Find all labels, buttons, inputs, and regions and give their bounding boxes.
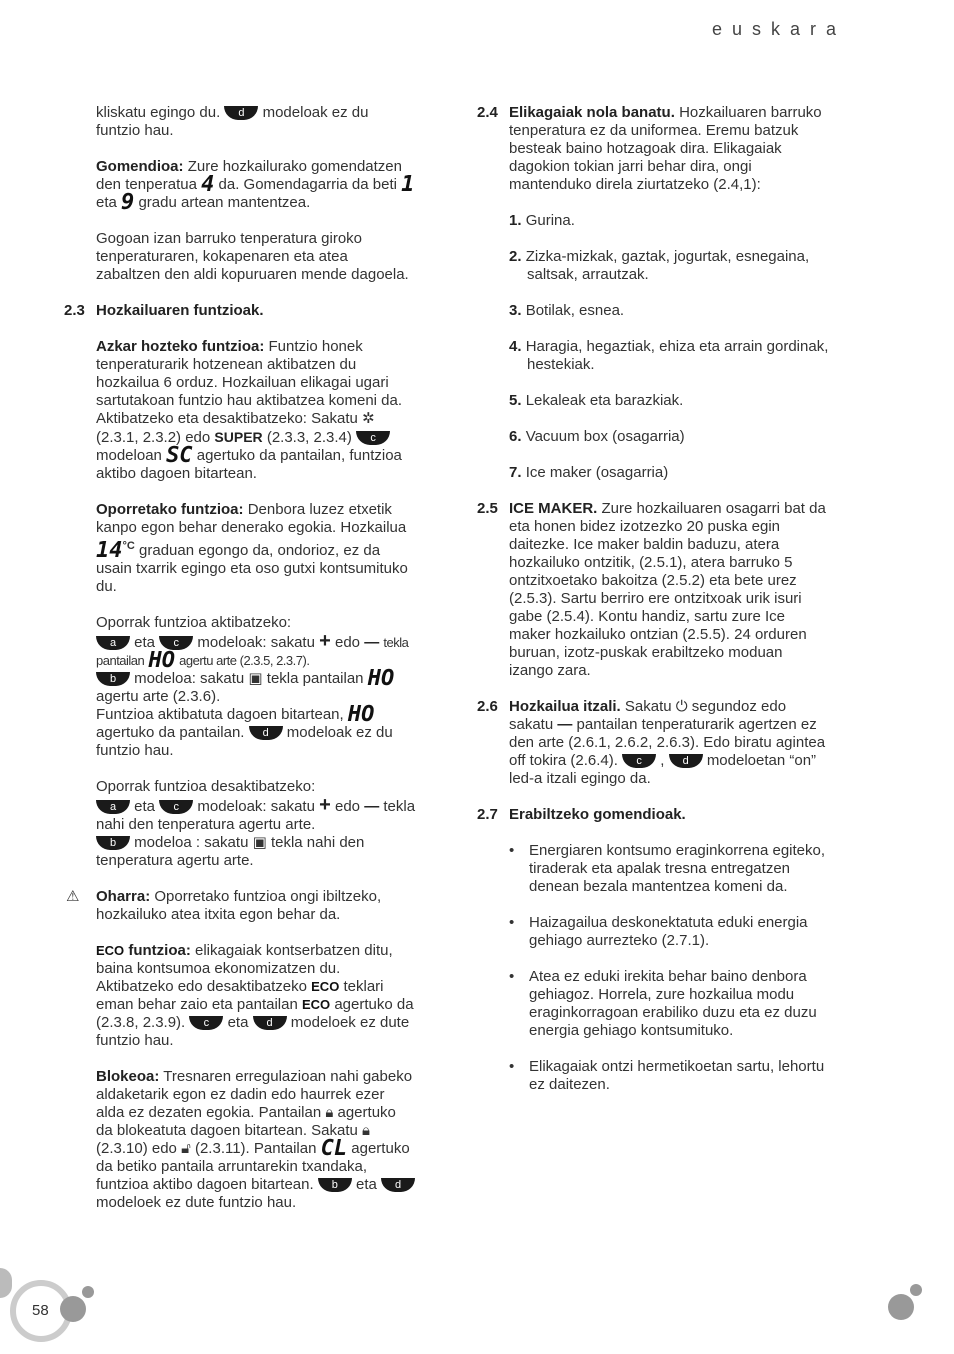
power-icon: ⏻ [675,698,688,715]
note-oharra: ⚠ Oharra: Oporretako funtzioa ongi ibiltzeko, hozkailuko atea itxita egon behar da. [66,888,382,924]
display-ho: HO [148,648,175,674]
display-cl: CL [320,1136,348,1162]
model-badge-c: c [356,431,390,445]
paragraph-aktibatzeko: Oporrak funtzioa aktibatzeko: a eta c modeloak: sakatu + edo — tekla pantailan HO agertu arte (2.3.5, 2.3.7). b modeloa: sakatu ▣ tekla pantailan HO agertu arte (2.3.6). Funtzioa aktibatuta dagoen bitartean, HO agertuko da pantailan. d modeloak ez du funtzio hau. [96,614,409,760]
model-badge-b: b [318,1178,352,1192]
list-item: 4. Haragia, hegaztiak, ehiza eta arrain gordinak, hestekiak. [509,338,829,373]
storage-list [509,212,829,482]
model-badge-a: a [96,800,130,814]
padlock-outline-icon: 🔓︎ [181,1140,191,1158]
display-ho: HO [347,702,375,728]
list-item: 6. Vacuum box (osagarria) [509,428,685,445]
warning-icon: ⚠ [66,888,80,906]
model-badge-c: c [622,754,656,768]
paragraph-eco: ECO funtzioa: elikagaiak kontserbatzen ditu, baina kontsumoa ekonomizatzen du. Aktibatzeko edo desaktibatzeko ECO teklari eman behar zaio eta pantailan ECO agertuko da (2.3.8, 2.3.9). c eta d modeloek ez dute funtzio hau. [96,942,414,1050]
left-column [64,104,416,1230]
decor-dot [910,1284,922,1296]
plus-icon: + [319,630,331,653]
section-2-6: 2.6 Hozkailua itzali. Sakatu ⏻ segundoz edo sakatu — pantailan tenperaturarik agertzen ez den arte (2.6.1, 2.6.2, 2.6.3). Edo biratu agintea off tokira (2.6.4). c , d modeloetan “on” led-a itzali egingo da. [477,698,826,787]
list-item: 1. Gurina. [509,212,575,229]
model-badge-d: d [381,1178,415,1192]
model-badge-d: d [224,106,258,120]
paragraph-desaktibatzeko: Oporrak funtzioa desaktibatzeko: a eta c modeloak: sakatu + edo — tekla nahi den tenperatura agertu arte. b modeloa : sakatu ▣ tekla nahi den tenperatura agertu arte. [96,778,416,870]
list-item: • Energiaren kontsumo eraginkorrena egiteko, tiraderak eta apalak tresna entregatzen denean bezala mantentzea komeni da. [509,842,829,896]
decor-dot [60,1296,86,1322]
lock-icon: 🔒︎ [362,1122,371,1140]
minus-icon: — [364,798,380,816]
section-title: Hozkailuaren funtzioak. [96,302,264,320]
plus-icon: + [319,794,331,817]
model-badge-c: c [159,800,193,814]
model-badge-c: c [189,1016,223,1030]
display-digit: 1 [401,172,415,198]
suitcase-icon: ▣ [248,670,263,688]
paragraph-gomendioa: Gomendioa: Zure hozkailurako gomendatzen den tenperatua 4 da. Gomendagarria da beti 1 eta 9 gradu artean mantentzea. [96,158,415,216]
paragraph-intro: kliskatu egingo du. d modeloak ez du funtzio hau. [96,104,369,139]
decor-dot [82,1286,94,1298]
section-2-5: 2.5 ICE MAKER. Zure hozkailuaren osagarri bat da eta honen bidez izotzezko 20 puska egin daitezke. Ice maker baldin baduzu, atera hozkailuko ontzitik, (2.5.1), atera barruko 5 ontzitxoetako bakoitza (2.5.2) eta bete urez (2.5.3). Sartu berriro ere ontzitxoak urik isuri gabe (2.5.4). Kontu handiz, sartu zure Ice maker hozkailuko ontzian (2.5.5). 24 orduren buruan, izotz-puskak erabiltzeko moduan izango zara. [477,500,826,679]
minus-icon: — [364,634,380,652]
section-2-4: 2.4 Elikagaiak nola banatu. Hozkailuaren barruko tenperatura ez da uniformea. Eremu batzuk besteak baino hotzagoak dira. Elikagaiak dagokion tokian jarri behar dira, ongi mantenduko direla ziurtatzeko (2.4,1): 1. Gurina. 2. Zizka-mizkak, gaztak, jogurtak, esnegaina, saltsak, arrautzak. 3. Botilak, esnea. 4. Haragia, hegaztiak, ehiza eta arrain gordinak, hestekiak. 5. Lekaleak eta barazkiak. 6. Vacuum box (osagarria) 7. Ice maker (osagarria) [477,104,829,481]
model-badge-d: d [253,1016,287,1030]
list-item: 2. Zizka-mizkak, gaztak, jogurtak, esnegaina, saltsak, arrautzak. [509,248,810,283]
list-item: 3. Botilak, esnea. [509,302,625,319]
minus-icon: — [557,716,573,733]
suitcase-icon: ▣ [252,834,267,852]
model-badge-d: d [669,754,703,768]
paragraph-blokeoa: Blokeoa: Tresnaren erregulazioan nahi gabeko aldaketarik egon ez dadin edo haurrek ezer alda ez dezaten egokia. Pantailan 🔒︎ agertuko da blokeatuta dagoen bitartean. Sakatu 🔒︎ (2.3.10) edo 🔓︎ (2.3.11). Pantailan CL agertuko da betiko pantaila arruntarekin txandaka, funtzioa aktibo dagoen bitartean. b eta d modeloek ez dute funtzio hau. [96,1068,416,1212]
eco-label: ECO [96,943,125,959]
section-2-3 [64,302,416,1212]
display-sc: SC [166,443,193,469]
page-number: 58 [32,1302,49,1319]
list-item: • Haizagailua deskonektatuta eduki energia gehiago aurrezteko (2.7.1). [509,914,829,950]
snowflake-icon: ✲ [362,410,375,428]
section-number: 2.3 [64,302,85,320]
section-2-7: 2.7 Erabiltzeko gomendioak. • Energiaren kontsumo eraginkorrena egiteko, tiraderak eta apalak tresna entregatzen denean bezala mantentzea komeni da. • Haizagailua deskonektatuta eduki energia gehiago aurrezteko (2.7.1). • Atea ez eduki irekita behar baino denbora gehiagoz. Horrela, zure hozkailua modu eraginkorragoan erabiliko duzu eta ez duzu energia gehiago kontsumituko. • Elikagaiak ontzi hermetikoetan sartu, lehortu ez daitezen. [509,806,829,1094]
list-item: 5. Lekaleak eta barazkiak. [509,392,684,409]
model-badge-d: d [249,726,283,740]
paragraph-oporretako: Oporretako funtzioa: Denbora luzez etxetik kanpo egon behar denerako egokia. Hozkailua $14^{^\circ C}$ graduan egongo da, ondorioz, ez da usain txarrik egingo eta oso gutxi kontsumituko du. [96,501,408,596]
super-label: SUPER [214,429,263,446]
list-item: • Atea ez eduki irekita behar baino denbora gehiagoz. Horrela, zure hozkailua modu eraginkorragoan erabiliko duzu eta ez duzu energia gehiago kontsumituko. [509,968,829,1040]
decor-dot [888,1294,914,1320]
display-ho: HO [367,666,395,692]
decor-dot [0,1268,12,1298]
lock-icon: 🔒︎ [325,1104,334,1122]
display-digit: 4 [201,172,215,198]
model-badge-c: c [159,636,193,650]
model-badge-b: b [96,672,130,686]
paragraph-gogoan: Gogoan izan barruko tenperatura giroko tenperaturaren, kokapenaren eta atea zabaltzen den aldi kopuruaren mende dagoela. [96,230,409,284]
model-badge-a: a [96,636,130,650]
display-14: 14 [96,538,123,564]
language-label: euskara [712,19,847,39]
list-item: 7. Ice maker (osagarria) [509,464,669,481]
model-badge-b: b [96,836,130,850]
right-column [477,104,829,1112]
list-item: • Elikagaiak ontzi hermetikoetan sartu, lehortu ez daitezen. [509,1058,829,1094]
display-digit: 9 [121,190,135,216]
paragraph-azkar: Azkar hozteko funtzioa: Funtzio honek tenperaturarik hotzenean aktibatzen du hozkailua 6 orduz. Hozkailuan elikagai ugari sartutakoan funtzio hau aktibatzea komeni da. Aktibatzeko eta desaktibatzeko: Sakatu ✲ (2.3.1, 2.3.2) edo SUPER (2.3.3, 2.3.4) c modeloan SC agertuko da pantailan, funtzioa aktibo dagoen bitartean. [96,338,403,483]
